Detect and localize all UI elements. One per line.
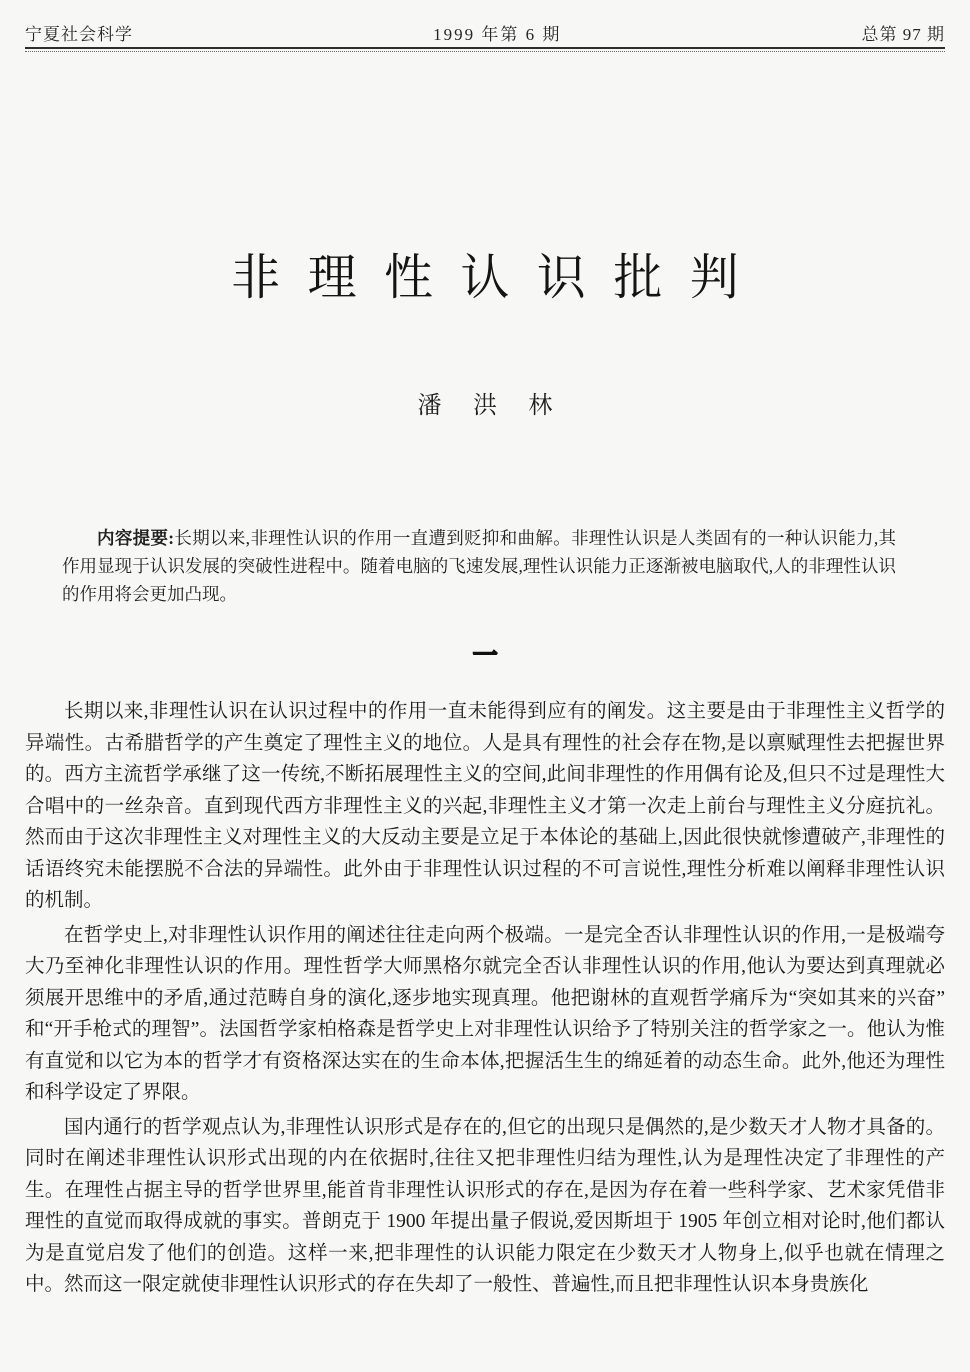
abstract-paragraph	[62, 524, 896, 608]
section-one-marker: 一	[471, 641, 498, 671]
article-body	[25, 696, 945, 1301]
abstract-label: 内容提要:	[97, 528, 175, 549]
body-paragraph-1: 长期以来,非理性认识在认识过程中的作用一直未能得到应有的阐发。这主要是由于非理性主义哲学的异端性。古希腊哲学的产生奠定了理性主义的地位。人是具有理性的社会存在物,是以禀赋理性去把握世界的。西方主流哲学承继了这一传统,不断拓展理性主义的空间,此间非理性的作用偶有论及,但只不过是理性大合唱中的一丝杂音。直到现代西方非理性主义的兴起,非理性主义才第一次走上前台与理性主义分庭抗礼。然而由于这次非理性主义对理性主义的大反动主要是立足于本体论的基础上,因此很快就惨遭破产,非理性的话语终究未能摆脱不合法的异端性。此外由于非理性认识过程的不可言说性,理性分析难以阐释非理性认识的机制。	[25, 701, 945, 912]
header-rule-dotted	[25, 51, 945, 52]
article-author: 潘 洪 林	[417, 393, 562, 420]
volume-info: 总第 97 期	[861, 25, 945, 44]
body-paragraph-2: 在哲学史上,对非理性认识作用的阐述往往走向两个极端。一是完全否认非理性认识的作用,一是极端夸大乃至神化非理性认识的作用。理性哲学大师黑格尔就完全否认非理性认识的作用,他认为要达到真理就必须展开思维中的矛盾,通过范畴自身的演化,逐步地实现真理。他把谢林的直观哲学痛斥为“突如其来的兴奋”和“开手枪式的理智”。法国哲学家柏格森是哲学史上对非理性认识给予了特别关注的哲学家之一。他认为惟有直觉和以它为本的哲学才有资格深达实在的生命本体,把握活生生的绵延着的动态生命。此外,他还为理性和科学设定了界限。	[25, 924, 945, 1104]
body-paragraph-3: 国内通行的哲学观点认为,非理性认识形式是存在的,但它的出现只是偶然的,是少数天才人物才具备的。同时在阐述非理性认识形式出现的内在依据时,往往又把非理性归结为理性,认为是理性决定了非理性的产生。在理性占据主导的哲学世界里,能首肯非理性认识形式的存在,是因为存在着一些科学家、艺术家凭借非理性的直觉而取得成就的事实。普朗克于 1900 年提出量子假说,爱因斯坦于 1905 年创立相对论时,他们都认为是直觉启发了他们的创造。这样一来,把非理性的认识能力限定在少数天才人物身上,似乎也就在情理之中。然而这一限定就使非理性认识形式的存在失却了一般性、普遍性,而且把非理性认识本身贵族化	[25, 1116, 945, 1296]
article-title: 非理性认识批判	[231, 250, 767, 305]
abstract-text: 长期以来,非理性认识的作用一直遭到贬抑和曲解。非理性认识是人类固有的一种认识能力,其作用显现于认识发展的突破性进程中。随着电脑的飞速发展,理性认识能力正逐渐被电脑取代,人的非理性认识的作用将会更加凸现。	[62, 528, 897, 605]
running-head	[0, 0, 970, 47]
abstract-section	[62, 524, 896, 608]
journal-name: 宁夏社会科学	[25, 25, 133, 44]
issue-info: 1999 年第 6 期	[433, 25, 562, 44]
